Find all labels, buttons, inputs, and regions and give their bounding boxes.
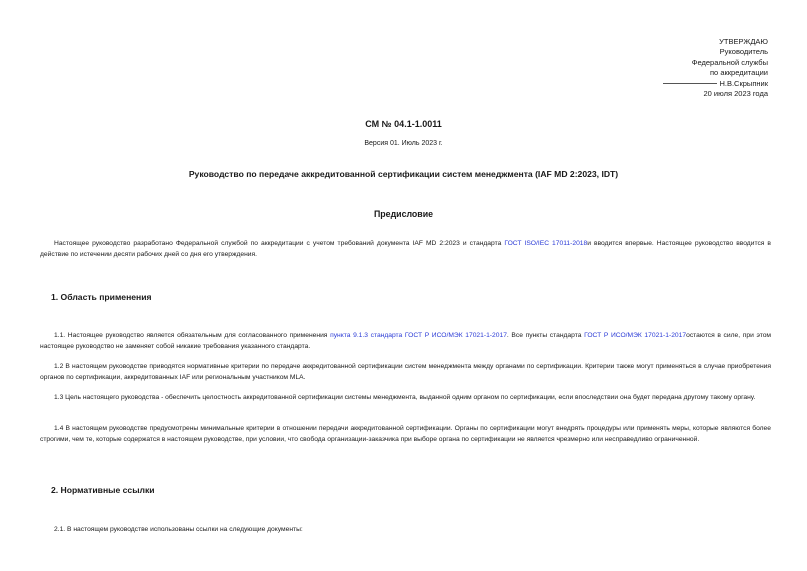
paragraph-1-2: 1.2 В настоящем руководстве приводятся нормативные критерии по передаче аккредитованной сертификации систем менеджмента между органами по сертификации. Критерии также могут применяться в случае приобретения органов по сертификации, аккредитованных IAF или региональным участником MLA. [40, 363, 771, 381]
paragraph-2-1: 2.1. В настоящем руководстве использованы ссылки на следующие документы: [54, 526, 303, 533]
preface-text-end: и вводится впервые. Настоящее руководство вводится в действие по истечении десяти рабочих дней со дня его утверждения. [40, 240, 771, 258]
preface-paragraph [40, 239, 771, 260]
approval-signature-row [663, 79, 768, 89]
document-number: СМ № 04.1-1.0011 [365, 119, 442, 129]
approval-position: Руководитель [719, 47, 768, 57]
approval-date: 20 июля 2023 года [703, 89, 768, 99]
gost-17011-link[interactable]: ГОСТ ISO/IEC 17011-2018 [504, 240, 588, 247]
preface-heading: Предисловие [373, 209, 434, 219]
approval-title: УТВЕРЖДАЮ [719, 37, 768, 46]
paragraph-1-1-text-b: . Все пункты стандарта [506, 332, 582, 339]
paragraph-1-1-text-a: 1.1. Настоящее руководство является обязательным для согласованного применения [54, 332, 328, 339]
signature-line [663, 83, 717, 84]
gost-17021-clause-link[interactable]: пункта 9.1.3 стандарта ГОСТ Р ИСО/МЭК 17021-1-2017 [330, 332, 507, 339]
approval-block [663, 37, 768, 99]
paragraph-1-3: 1.3 Цель настоящего руководства - обеспечить целостность аккредитованной сертификации системы менеджмента, выданной одним органом по сертификации, если впоследствии она будет передана другому такому органу. [54, 394, 756, 401]
approval-agency-line2: по аккредитации [710, 68, 768, 78]
paragraph-1-1 [40, 331, 771, 352]
document-title: Руководство по передаче аккредитованной сертификации систем менеджмента (IAF MD 2:2023, IDT) [188, 169, 619, 179]
approval-signer: Н.В.Скрыпник [719, 78, 768, 88]
section-2-heading: 2. Нормативные ссылки [51, 485, 155, 495]
section-1-heading: 1. Область применения [51, 292, 152, 302]
paragraph-1-4: 1.4 В настоящем руководстве предусмотрены минимальные критерии в отношении передачи аккредитованной сертификации. Органы по сертификации могут внедрять процедуры или применять меры, которые являются более строгими, чем те, которые содержатся в настоящем руководстве, при условии, что свобода организации-заказчика при выборе органа по сертификации не является чрезмерно или несправедливо ограниченной. [40, 425, 771, 443]
gost-17021-link[interactable]: ГОСТ Р ИСО/МЭК 17021-1-2017 [584, 332, 687, 339]
document-version: Версия 01. Июль 2023 г. [364, 140, 443, 147]
paragraph-1-1-text-c: остаются в силе, при этом настоящее руководство не заменяет собой никакие требования указанного стандарта. [40, 332, 772, 350]
preface-text-start: Настоящее руководство разработано Федеральной службой по аккредитации с учетом требований документа IAF MD 2:2023 и стандарта [54, 240, 502, 247]
approval-agency-line1: Федеральной службы [691, 57, 768, 67]
